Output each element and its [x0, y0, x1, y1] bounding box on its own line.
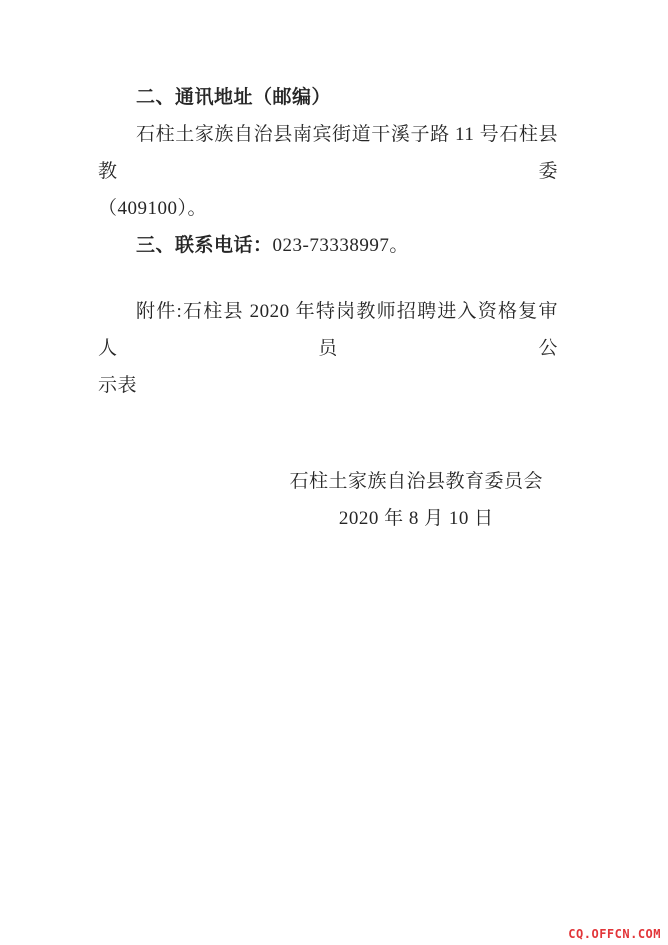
phone-number: 023-73338997。 [272, 235, 409, 256]
signature-date: 2020 年 8 月 10 日 [338, 508, 494, 529]
signature-inner [289, 463, 543, 537]
address-line-1: 石柱土家族自治县南宾街道干溪子路 11 号石柱县教委 [98, 124, 558, 182]
phone-section-heading: 三、联系电话： [136, 235, 273, 256]
signature-block [98, 463, 558, 537]
attachment-line-1: 附件:石柱县 2020 年特岗教师招聘进入资格复审人员公 [98, 301, 558, 359]
document-body [98, 79, 558, 537]
address-section-heading: 二、通讯地址（邮编） [136, 87, 332, 108]
signature-org: 石柱土家族自治县教育委员会 [289, 471, 543, 492]
address-line-2: （409100）。 [98, 198, 208, 219]
site-watermark: CQ.OFFCN.COM [568, 927, 661, 941]
phone-section-line [98, 227, 558, 264]
attachment-line-2: 示表 [98, 375, 138, 396]
